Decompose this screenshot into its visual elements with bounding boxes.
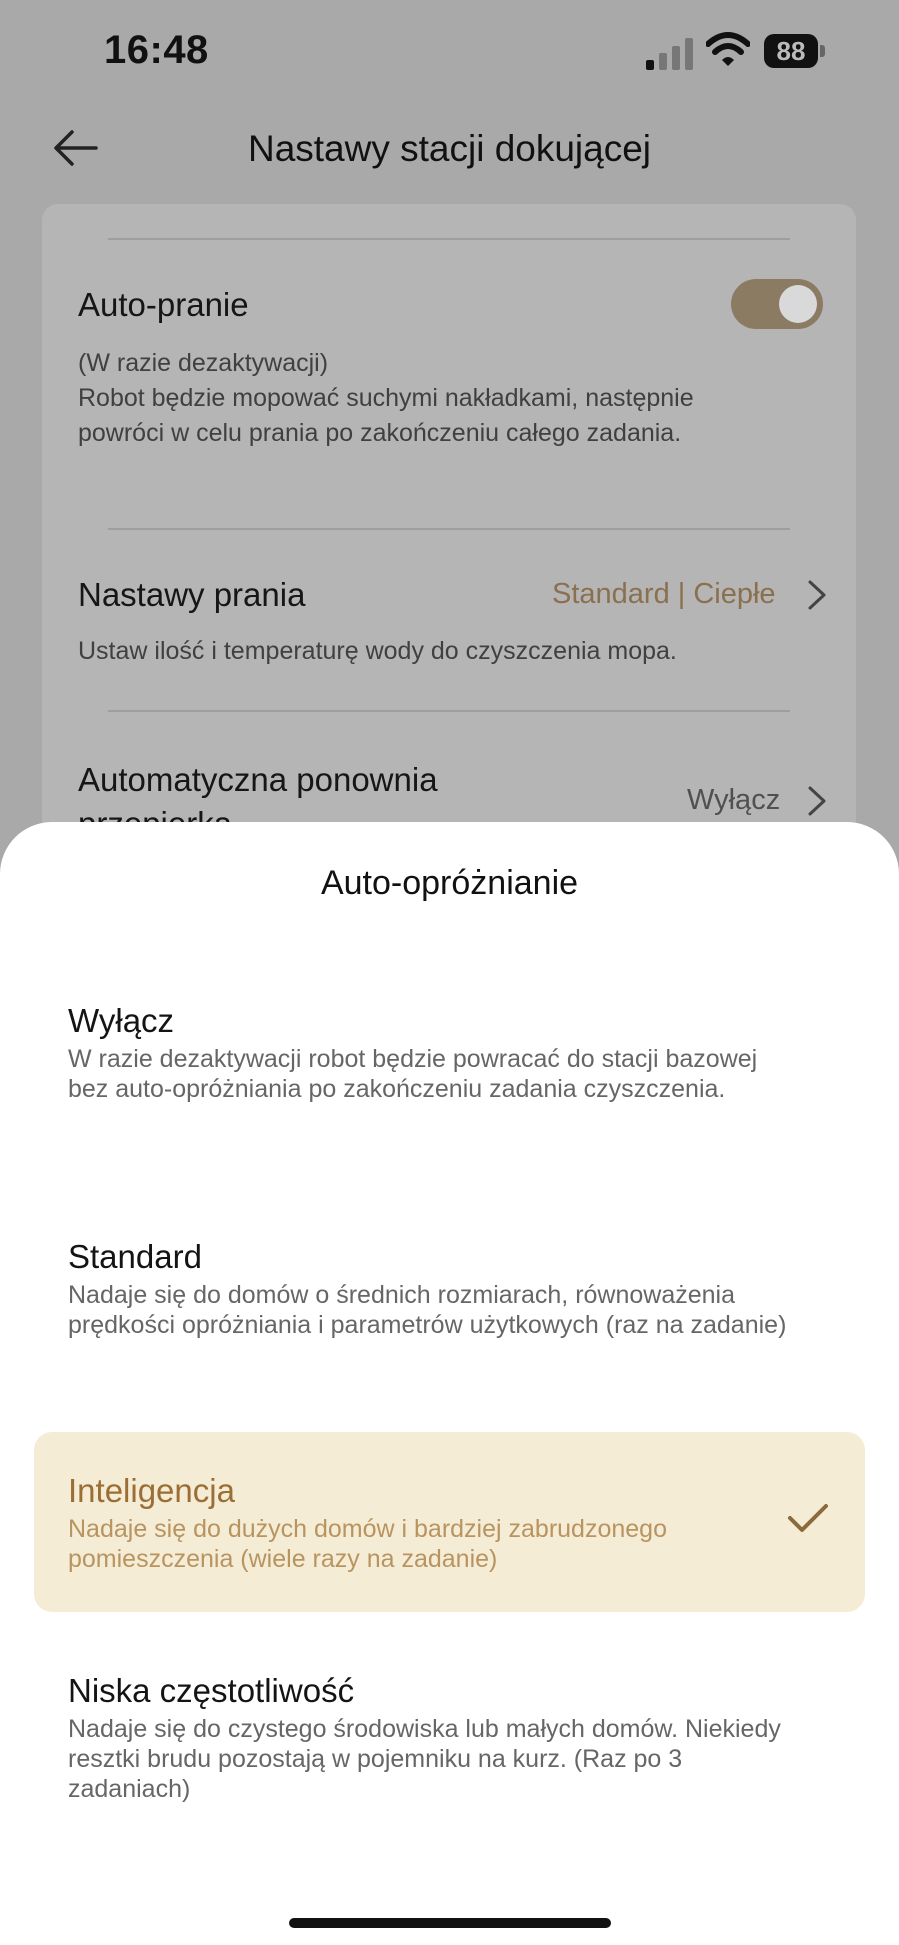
option-title: Wyłącz (68, 1002, 175, 1039)
page-title: Nastawy stacji dokującej (247, 128, 652, 169)
status-bar (0, 0, 899, 100)
chevron-right-icon[interactable] (806, 578, 828, 612)
toggle-knob (779, 285, 817, 323)
option-off[interactable] (34, 972, 865, 1162)
auto-wash-toggle[interactable] (731, 279, 823, 329)
option-title: Niska częstotliwość (68, 1672, 355, 1709)
divider (108, 528, 790, 530)
option-description: Nadaje się do dużych domów i bardziej zabrudzonego pomieszczenia (wiele razy na zadanie) (68, 1515, 667, 1573)
battery-level: 88 (764, 34, 818, 68)
option-description: Nadaje się do czystego środowiska lub małych domów. Niekiedy resztki brudu pozostają w pojemniku na kurz. (Raz po 3 zadaniach) (68, 1715, 781, 1803)
option-low-frequency[interactable] (34, 1642, 865, 1832)
wash-settings-value[interactable]: Standard | Ciepłe (552, 578, 776, 610)
wash-settings-description: Ustaw ilość i temperaturę wody do czyszczenia mopa. (78, 637, 677, 665)
wash-settings-title[interactable]: Nastawy prania (78, 576, 306, 613)
page-header (0, 110, 899, 190)
auto-wash-title: Auto-pranie (78, 286, 249, 323)
wifi-icon (706, 32, 750, 68)
home-indicator[interactable] (289, 1918, 611, 1928)
status-time: 16:48 (104, 28, 209, 72)
divider (108, 238, 790, 240)
divider (108, 710, 790, 712)
auto-empty-sheet (0, 822, 899, 1945)
option-description: W razie dezaktywacji robot będzie powracać do stacji bazowej bez auto-opróżniania po zakończeniu zadania czyszczenia. (68, 1045, 758, 1103)
battery-icon (764, 34, 826, 70)
option-description: Nadaje się do domów o średnich rozmiarach, równoważenia prędkości opróżniania i parametrów użytkowych (raz na zadanie) (68, 1281, 787, 1339)
auto-wash-description: (W razie dezaktywacji) Robot będzie mopować suchymi nakładkami, następnie powróci w celu prania po zakończeniu całego zadania. (78, 349, 694, 447)
auto-rewash-value[interactable]: Wyłącz (687, 784, 781, 816)
sheet-title: Auto-opróżnianie (320, 864, 579, 902)
option-title: Inteligencja (68, 1472, 235, 1509)
option-title: Standard (68, 1238, 202, 1275)
auto-rewash-title[interactable]: Automatyczna ponownia (78, 761, 438, 798)
option-intelligence[interactable] (34, 1432, 865, 1612)
checkmark-icon (787, 1502, 829, 1534)
option-standard[interactable] (34, 1208, 865, 1398)
cellular-signal-icon (646, 38, 694, 70)
chevron-right-icon[interactable] (806, 784, 828, 818)
